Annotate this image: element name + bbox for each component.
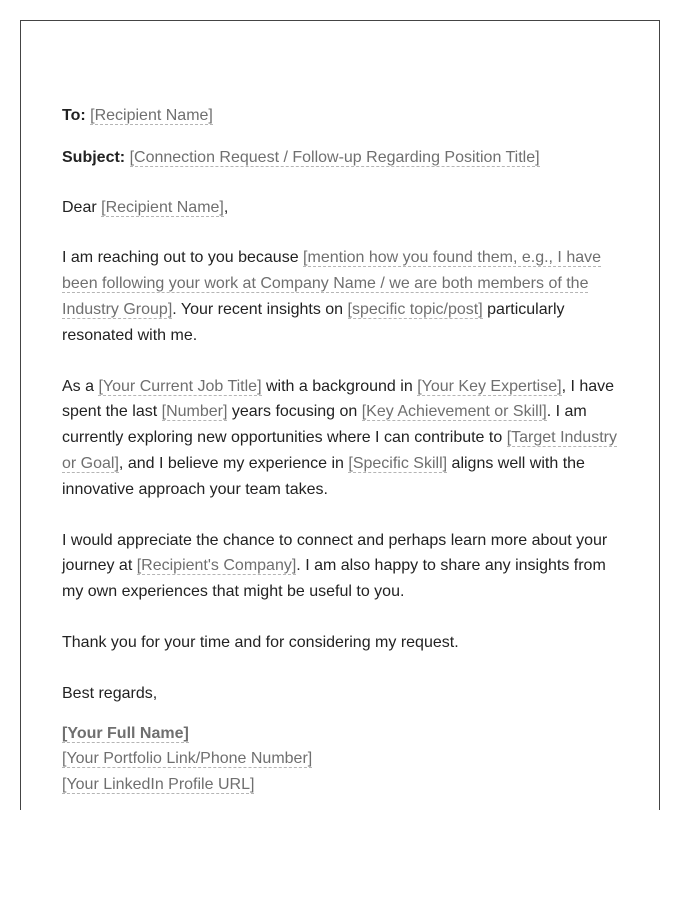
letter-page — [20, 20, 660, 810]
greeting-recipient-placeholder[interactable]: [Recipient Name] — [101, 198, 224, 216]
greeting-prefix: Dear — [62, 198, 97, 216]
number-placeholder[interactable]: [Number] — [161, 403, 228, 421]
portfolio-placeholder[interactable]: [Your Portfolio Link/Phone Number] — [62, 750, 313, 768]
paragraph-intro — [62, 245, 622, 348]
bg-text-1: As a — [62, 377, 95, 395]
bg-text-4: years focusing on — [231, 403, 358, 421]
paragraph-connect — [62, 528, 622, 605]
subject-label: Subject: — [62, 148, 126, 166]
connect-text-2: . I am also happy to share any insights from my own experiences that might be useful to you. — [62, 557, 606, 601]
subject-placeholder[interactable]: [Connection Request / Follow-up Regarding Position Title] — [129, 148, 540, 166]
specific-skill-placeholder[interactable]: [Specific Skill] — [348, 454, 448, 472]
paragraph-background — [62, 374, 622, 503]
connect-text-1: I would appreciate the chance to connect and perhaps learn more about your journey at — [62, 531, 608, 575]
subject-line — [62, 145, 622, 171]
how-found-placeholder[interactable]: [mention how you found them, e.g., I have been following your work at Company Name / we are both members of the Industry Group] — [62, 249, 602, 318]
linkedin-placeholder[interactable]: [Your LinkedIn Profile URL] — [62, 776, 255, 794]
expertise-placeholder[interactable]: [Your Key Expertise] — [417, 377, 562, 395]
greeting — [62, 195, 622, 221]
bg-text-5: . I am currently exploring new opportunities where I can contribute to — [62, 403, 587, 447]
intro-text-1: I am reaching out to you because — [62, 249, 299, 267]
company-placeholder[interactable]: [Recipient's Company] — [136, 557, 297, 575]
full-name-placeholder[interactable]: [Your Full Name] — [62, 724, 189, 742]
greeting-suffix: , — [223, 198, 229, 216]
achievement-placeholder[interactable]: [Key Achievement or Skill] — [361, 403, 547, 421]
to-label: To: — [62, 107, 86, 124]
bg-text-3: , I have spent the last — [62, 377, 615, 421]
intro-text-2: . Your recent insights on — [172, 300, 344, 318]
intro-text-3: particularly resonated with me. — [62, 300, 565, 344]
paragraph-thanks: Thank you for your time and for considering my request. — [62, 633, 459, 651]
signature-block — [62, 721, 622, 798]
job-title-placeholder[interactable]: [Your Current Job Title] — [98, 377, 262, 395]
to-line — [62, 103, 622, 129]
bg-text-2: with a background in — [265, 377, 413, 395]
recipient-name-placeholder[interactable]: [Recipient Name] — [90, 107, 213, 124]
bg-text-6: , and I believe my experience in — [118, 454, 344, 472]
closing-line: Best regards, — [62, 684, 158, 702]
bg-text-7: aligns well with the innovative approach your team takes. — [62, 454, 585, 498]
topic-placeholder[interactable]: [specific topic/post] — [347, 300, 483, 318]
letter-body — [62, 103, 622, 798]
target-industry-placeholder[interactable]: [Target Industry or Goal] — [62, 429, 617, 472]
